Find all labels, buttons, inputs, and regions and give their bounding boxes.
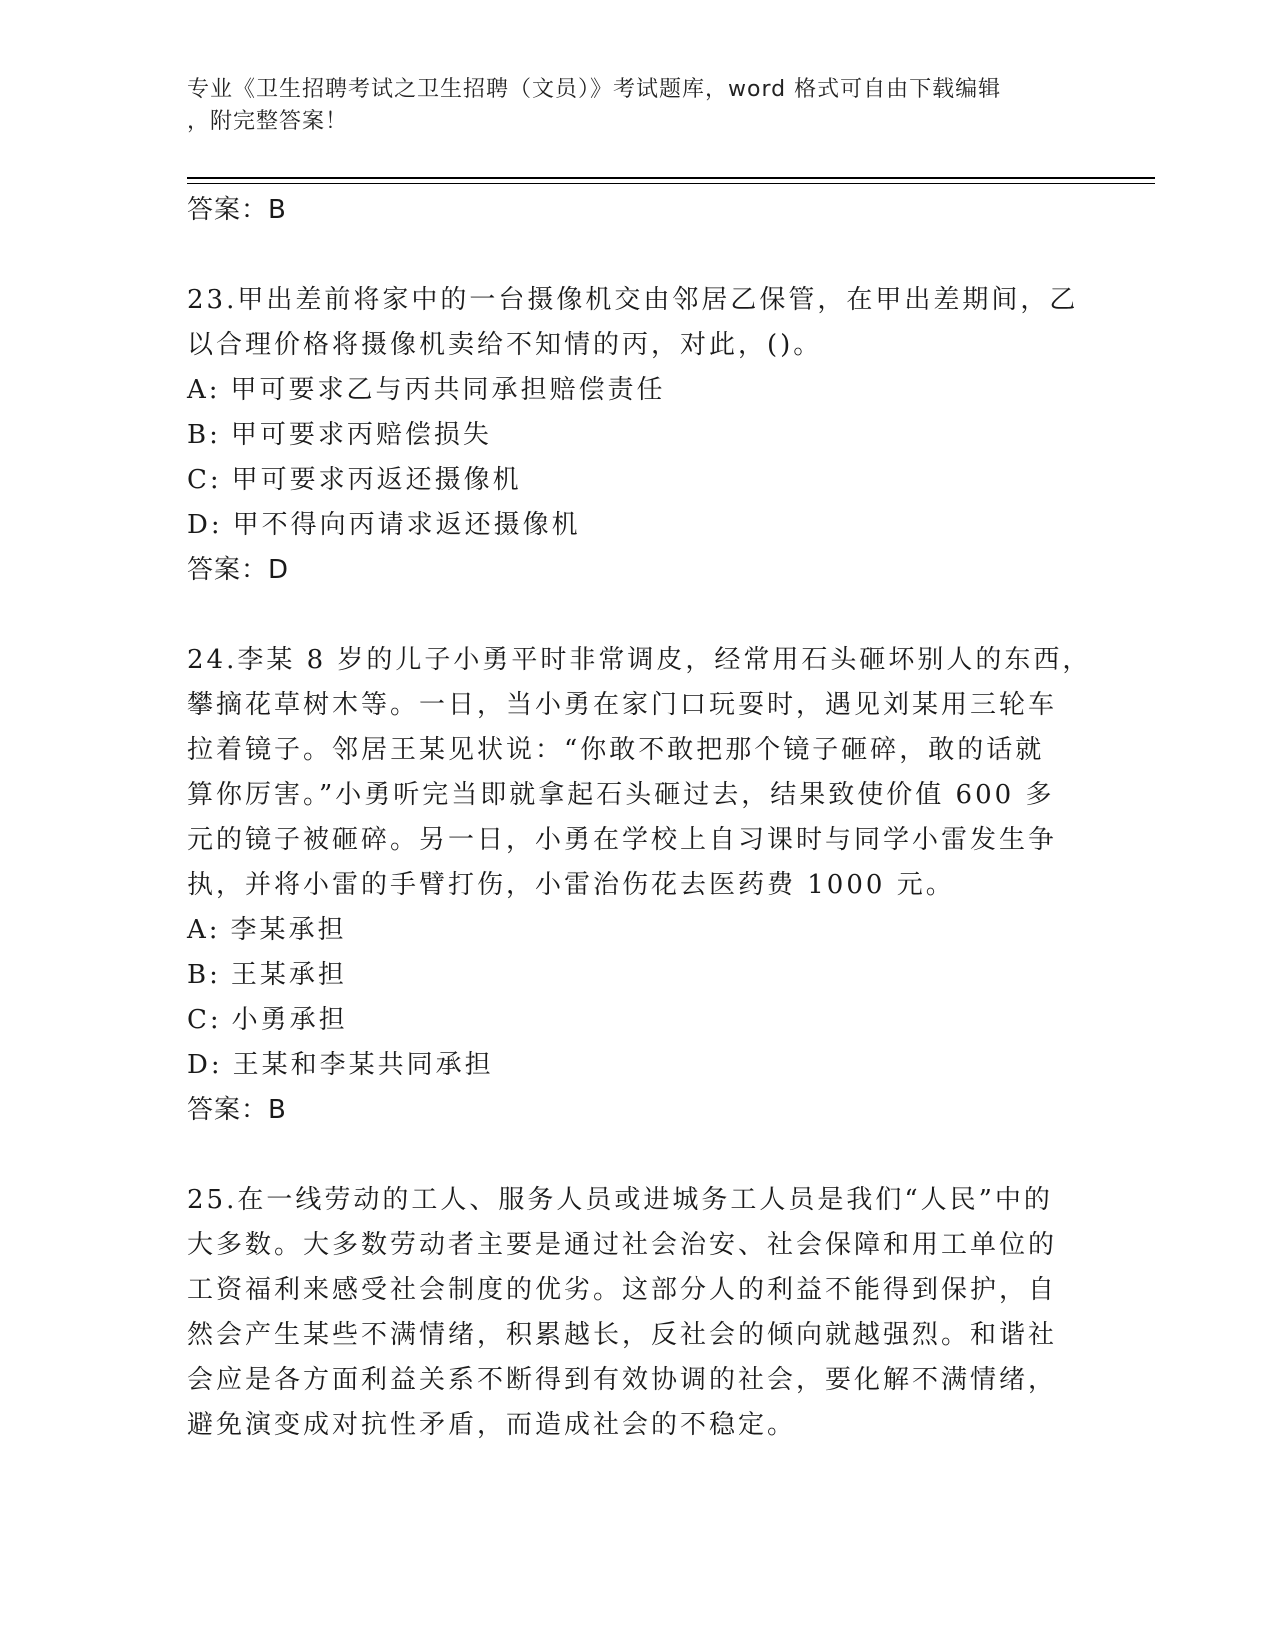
answer: 答案：D [187, 555, 290, 585]
question-list [187, 188, 1092, 1448]
option-b [187, 413, 1087, 458]
question-line: 会应是各方面利益关系不断得到有效协调的社会，要化解不满情绪， [187, 1365, 1058, 1395]
header-line-1: 专业《卫生招聘考试之卫生招聘（文员）》考试题库，word 格式可自由下载编辑 [187, 77, 1002, 102]
option-letter: D: [187, 1050, 223, 1080]
question-line: 23.甲出差前将家中的一台摄像机交由邻居乙保管，在甲出差期间，乙 [187, 285, 1079, 315]
option-letter: B: [187, 420, 221, 450]
header-rule-thick [187, 177, 1155, 179]
answer: 答案：B [187, 1095, 287, 1125]
question-line: 然会产生某些不满情绪，积累越长，反社会的倾向就越强烈。和谐社 [187, 1320, 1058, 1350]
previous-answer: 答案：B [187, 195, 287, 225]
option-d [187, 503, 1087, 548]
question-line: 执，并将小雷的手臂打伤，小雷治伤花去医药费 1000 元。 [187, 870, 955, 900]
option-d [187, 1043, 1087, 1088]
question-text [187, 278, 1087, 368]
option-a [187, 368, 1087, 413]
option-text: 李某承担 [230, 915, 347, 945]
option-text: 王某承担 [230, 960, 347, 990]
option-letter: B: [187, 960, 221, 990]
question-line: 以合理价格将摄像机卖给不知情的丙，对此，()。 [187, 330, 823, 360]
question-text [187, 638, 1092, 908]
question-line: 25.在一线劳动的工人、服务人员或进城务工人员是我们“人民”中的 [187, 1185, 1053, 1215]
question-line: 元的镜子被砸碎。另一日，小勇在学校上自习课时与同学小雷发生争 [187, 825, 1058, 855]
option-text: 甲可要求乙与丙共同承担赔偿责任 [230, 375, 666, 405]
question-line: 算你厉害。”小勇听完当即就拿起石头砸过去，结果致使价值 600 多 [187, 780, 1055, 810]
option-letter: A: [187, 375, 221, 405]
header-line-2: ，附完整答案！ [187, 109, 349, 134]
question-line: 拉着镜子。邻居王某见状说：“你敢不敢把那个镜子砸碎，敢的话就 [187, 735, 1045, 765]
option-text: 甲不得向丙请求返还摄像机 [232, 510, 581, 540]
option-a [187, 908, 1087, 953]
option-b [187, 953, 1087, 998]
option-letter: C: [187, 1005, 222, 1035]
option-text: 小勇承担 [231, 1005, 348, 1035]
spacer [187, 233, 1087, 278]
option-letter: C: [187, 465, 222, 495]
spacer [187, 593, 1087, 638]
option-letter: D: [187, 510, 223, 540]
question-line: 攀摘花草树木等。一日，当小勇在家门口玩耍时，遇见刘某用三轮车 [187, 690, 1058, 720]
question-25 [187, 1178, 1087, 1448]
question-23 [187, 278, 1087, 593]
question-line: 24.李某 8 岁的儿子小勇平时非常调皮，经常用石头砸坏别人的东西， [187, 645, 1092, 675]
option-text: 甲可要求丙返还摄像机 [231, 465, 522, 495]
question-text [187, 1178, 1087, 1448]
question-line: 工资福利来感受社会制度的优劣。这部分人的利益不能得到保护，自 [187, 1275, 1058, 1305]
spacer [187, 1133, 1087, 1178]
question-line: 避免演变成对抗性矛盾，而造成社会的不稳定。 [187, 1410, 797, 1440]
document-header [187, 74, 1067, 138]
option-text: 甲可要求丙赔偿损失 [230, 420, 492, 450]
header-rule-thin [187, 183, 1155, 184]
question-line: 大多数。大多数劳动者主要是通过社会治安、社会保障和用工单位的 [187, 1230, 1058, 1260]
option-c [187, 458, 1087, 503]
option-letter: A: [187, 915, 221, 945]
question-24 [187, 638, 1092, 1133]
option-text: 王某和李某共同承担 [232, 1050, 494, 1080]
option-c [187, 998, 1087, 1043]
